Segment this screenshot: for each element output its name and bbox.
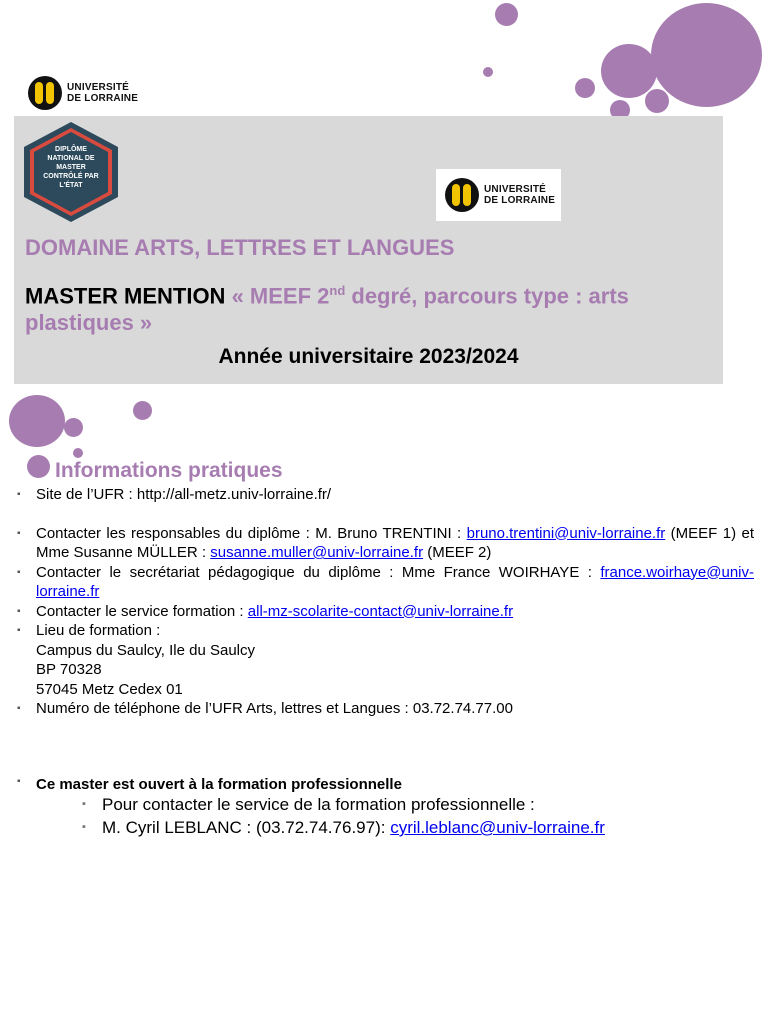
decor-circle [133,401,152,420]
academic-year: Année universitaire 2023/2024 [218,345,519,368]
lieu-label: Lieu de formation : [36,622,161,639]
pro-list [20,793,754,839]
list-item-lieu [20,621,754,699]
email-link-scolarite[interactable]: all-mz-scolarite-contact@univ-lorraine.fr [247,602,514,620]
domain-title: DOMAINE ARTS, LETTRES ET LANGUES [25,235,455,260]
university-logo-box [436,169,561,221]
pro-heading: ▪ Ce master est ouvert à la formation professionnelle [20,776,754,793]
badge-label [24,145,118,190]
lieu-line2: BP 70328 [36,661,102,678]
decor-circle [64,418,83,437]
list-item-service [20,602,754,622]
decor-circle [9,395,65,447]
email-link-muller[interactable]: susanne.muller@univ-lorraine.fr [210,544,424,561]
resp-text-1: Contacter les responsables du diplôme : M. Bruno TRENTINI : [36,524,467,542]
master-mention [25,277,665,336]
mention-prefix: MASTER MENTION [25,283,226,309]
pro-item2-text: M. Cyril LEBLANC : (03.72.74.76.97): [102,818,391,837]
resp-text-3: (MEEF 2) [423,544,492,561]
logo-mark-icon [28,76,62,110]
list-item-responsables [20,524,754,563]
logo-text: UNIVERSITÉ DE LORRAINE [484,184,556,206]
secretariat-text: Contacter le secrétariat pédagogique du diplôme : Mme France WOIRHAYE : [36,563,601,581]
decor-circle [73,448,83,458]
lieu-line1: Campus du Saulcy, Ile du Saulcy [36,641,256,659]
university-logo-right [445,178,555,212]
decor-circle [651,3,762,107]
decor-circle [645,89,669,113]
pro-section [20,776,754,839]
email-link-woirhaye[interactable]: france.woirhaye@univ-lorraine.fr [36,563,754,600]
info-section-title: Informations pratiques [55,459,283,482]
phone-text: Numéro de téléphone de l’UFR Arts, lettres et Langues : 03.72.74.77.00 [36,700,513,717]
pro-item-2 [84,816,754,839]
list-item-site [20,485,754,505]
resp-text-2: (MEEF 1) et Mme Susanne MÜLLER : [36,524,754,561]
logo-mark-icon [445,178,479,212]
email-link-leblanc[interactable]: cyril.leblanc@univ-lorraine.fr [390,818,605,837]
mention-part2: degré, parcours type : arts plastiques » [25,283,629,336]
pro-item1-text: Pour contacter le service de la formation professionnelle : [102,795,535,814]
decor-circle [483,67,493,77]
site-text: Site de l’UFR : http://all-metz.univ-lorraine.fr/ [36,486,332,503]
pro-item-1 [84,793,754,816]
info-list [20,485,754,719]
decor-circle [495,3,518,26]
service-text: Contacter le service formation : [36,602,248,620]
list-item-secretariat [20,563,754,602]
decor-circle [575,78,595,98]
mention-part1: « MEEF 2 [225,283,330,309]
decor-circle [601,44,657,98]
decor-circle [27,455,50,478]
logo-text: UNIVERSITÉ DE LORRAINE [67,82,139,104]
list-item-phone [20,699,754,719]
university-logo-top [28,76,138,110]
mention-sup: nd [329,283,346,298]
email-link-trentini[interactable]: bruno.trentini@univ-lorraine.fr [466,524,666,542]
lieu-line3: 57045 Metz Cedex 01 [36,680,183,698]
badge-text: DIPLÔME NATIONAL DE MASTER CONTRÔLÉ PAR L'ÉTAT [43,146,99,189]
